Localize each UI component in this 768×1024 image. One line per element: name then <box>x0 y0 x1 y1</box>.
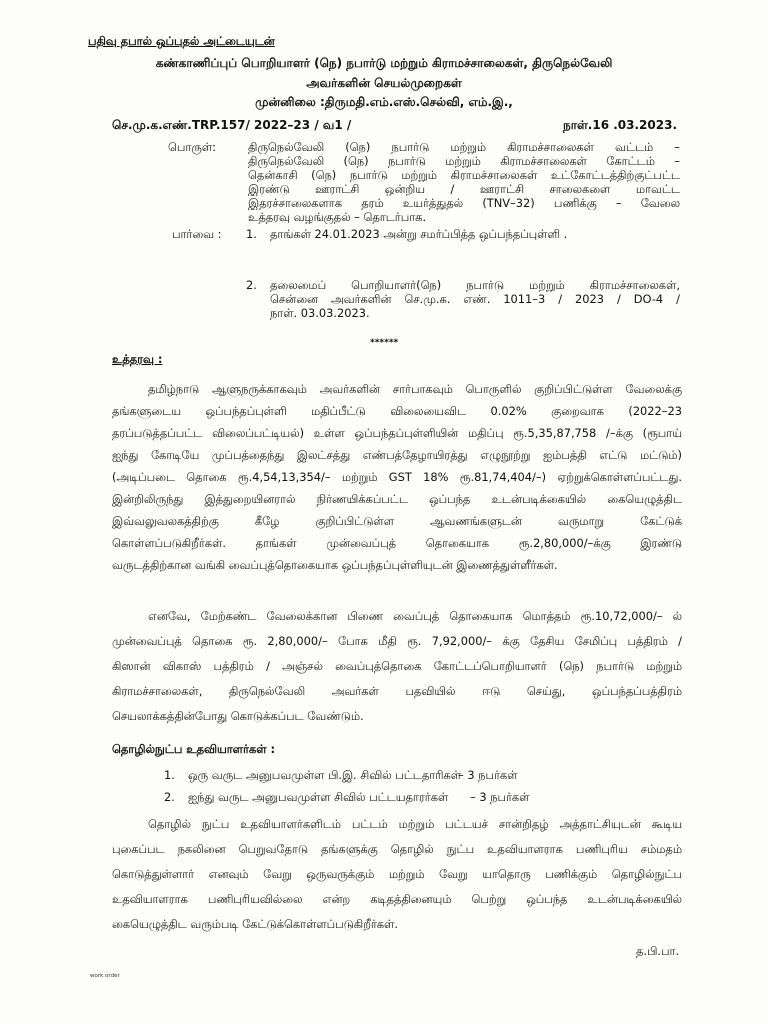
paragraph-line: கிராமச்சாலைகள், திருநெல்வேலி அவர்கள் பதவியில் ஈடு செய்து, ஒப்பந்தப்பத்திரம் <box>112 684 682 698</box>
paragraph-line: கையெழுத்திட வரும்படி கேட்டுக்கொள்ளப்படுகிறீர்கள். <box>112 917 398 931</box>
tech-paragraph <box>112 812 682 937</box>
subject-block <box>248 140 680 224</box>
paragraph-line: தங்களுடைய ஒப்பந்தப்புள்ளி மதிப்பீட்டு விலையைவிட 0.02% குறைவாக (2022–23 <box>112 404 682 418</box>
subject-line: இதரச்சாலைகளாக தரம் உயர்த்துதல் (TNV–32) பணிக்கு – வேலை <box>248 196 680 210</box>
tech-item-number: 2. <box>164 790 175 804</box>
reference-line: நாள். 03.03.2023. <box>270 306 370 320</box>
reference-number: 1. <box>246 227 257 241</box>
paragraph-line: இன்றிலிருந்து இத்துறையினரால் நிர்ணயிக்கப்பட்ட ஒப்பந்த உடன்படிக்கையில் கையெழுத்திட <box>112 492 682 506</box>
subject-label: பொருள்: <box>168 140 216 154</box>
letter-date: நாள்.16 .03.2023. <box>563 118 678 132</box>
paragraph-line: தரப்படுத்தப்பட்ட விலைப்பட்டியல்) உள்ள ஒப்பந்தப்புள்ளியின் மதிப்பு ரூ.5,35,87,758 /–க்கு (ரூபாய் <box>112 426 682 440</box>
proceedings-title: அவர்களின் செயல்முறைகள் <box>306 76 462 90</box>
tech-assistants-heading: தொழில்நுட்ப உதவியாளர்கள் : <box>112 742 276 756</box>
paragraph-line: கொடுத்துள்ளார் எனவும் வேறு ஒருவருக்கும் மற்றும் வேறு யாதொரு பணிக்கும் தொழில்நுட்ப <box>112 867 682 881</box>
subject-line: தென்காசி (நெ) நபார்டு மற்றும் கிராமச்சாலைகள் உட்கோட்டத்திற்குட்பட்ட <box>248 168 680 182</box>
tech-item-text: ஒரு வருட அனுபவமுள்ள பி.இ. சிவில் பட்டதாரிகள் <box>188 768 461 782</box>
paragraph-line: ஐந்து கோடியே முப்பத்தைந்து இலட்சத்து எண்பத்தேழாயிரத்து எழுநூற்று ஐம்பத்தி எட்டு மட்டும்) <box>112 448 682 462</box>
paragraph-line: வருடத்திற்கான வங்கி வைப்புத்தொகையாக ஒப்பந்தப்புள்ளியுடன் இணைத்துள்ளீர்கள். <box>112 558 558 572</box>
paragraph-line: தொழில் நுட்ப உதவியாளர்களிடம் பட்டம் மற்றும் பட்டயச் சான்றிதழ் அத்தாட்சியுடன் கூடிய <box>148 817 682 831</box>
tech-item-count: – 3 நபர்கள் <box>458 768 518 782</box>
office-title: கண்காணிப்புப் பொறியாளர் (நெ) நபார்டு மற்றும் கிராமச்சாலைகள், திருநெல்வேலி <box>155 56 613 70</box>
tech-item-text: ஐந்து வருட அனுபவமுள்ள சிவில் பட்டயதாரர்கள் <box>188 790 449 804</box>
paragraph-line: (அடிப்படை தொகை ரூ.4,54,13,354/– மற்றும் GST 18% ரூ.81,74,404/–) ஏற்றுக்கொள்ளப்பட்டது. <box>112 470 682 484</box>
document-tag: work order <box>90 973 120 979</box>
paragraph-line: செயலாக்கத்தின்போது கொடுக்கப்பட வேண்டும். <box>112 709 364 723</box>
reference-line: தலைமைப் பொறியாளர்(நெ) நபார்டு மற்றும் கிராமச்சாலைகள், <box>270 278 680 292</box>
paragraph-line: புகைப்பட நகலினை பெறுவதோடு தங்களுக்கு தொழில் நுட்ப உதவியாளராக பணிபுரிய சம்மதம் <box>112 842 682 856</box>
subject-line: உத்தரவு வழங்குதல் – தொடர்பாக. <box>248 210 427 224</box>
presence-line: முன்னிலை :திருமதி.எம்.எஸ்.செல்வி, எம்.இ., <box>255 95 513 109</box>
reference-text: தாங்கள் 24.01.2023 அன்று சமர்ப்பித்த ஒப்பந்தப்புள்ளி . <box>270 227 568 241</box>
paragraph-line: உதவியாளராக பணிபுரியவில்லை என்ற கடிதத்தினையும் பெற்று ஒப்பந்த உடன்படிக்கையில் <box>112 892 682 906</box>
order-paragraph-2 <box>112 604 682 729</box>
paragraph-line: தமிழ்நாடு ஆளுநருக்காகவும் அவர்களின் சார்பாகவும் பொருளில் குறிப்பிட்டுள்ள வேலைக்கு <box>148 382 682 396</box>
subject-line: திருநெல்வேலி (நெ) நபார்டு மற்றும் கிராமச்சாலைகள் கோட்டம் – <box>248 154 680 168</box>
reference-number: 2. <box>246 278 257 292</box>
separator: ****** <box>370 338 399 348</box>
tech-item-count: – 3 நபர்கள் <box>470 790 530 804</box>
reference-line: சென்னை அவர்களின் செ.மு.க. எண். 1011–3 / 2023 / DO-4 / <box>270 292 680 306</box>
subject-line: இரண்டு ஊராட்சி ஒன்றிய / ஊராட்சி சாலைகளை மாவட்ட <box>248 182 680 196</box>
paragraph-line: எனவே, மேற்கண்ட வேலைக்கான பிணை வைப்புத் தொகையாக மொத்தம் ரூ.10,72,000/– ல் <box>148 609 682 623</box>
reference-block <box>270 278 680 320</box>
paragraph-line: இவ்வலுவலகத்திற்கு கீழே குறிப்பிட்டுள்ள ஆவணங்களுடன் வருமாறு கேட்டுக் <box>112 514 682 528</box>
subject-line: திருநெல்வேலி (நெ) நபார்டு மற்றும் கிராமச்சாலைகள் வட்டம் – <box>248 140 680 154</box>
file-number: செ.மு.க.எண்.TRP.157/ 2022–23 / வ1 / <box>112 118 352 132</box>
paragraph-line: கிஸான் விகாஸ் பத்திரம் / அஞ்சல் வைப்புத்தொகை கோட்டப்பொறியாளர் (நெ) நபார்டு மற்றும் <box>112 659 682 673</box>
order-heading: உத்தரவு : <box>112 352 163 366</box>
please-turn-over: த.பி.பா. <box>636 944 680 958</box>
registered-post-note: பதிவு தபால் ஒப்புதல் அட்டையுடன் <box>88 34 275 48</box>
paragraph-line: கொள்ளப்படுகிறீர்கள். தாங்கள் முன்வைப்புத் தொகையாக ரூ.2,80,000/–க்கு இரண்டு <box>112 536 682 550</box>
reference-label: பார்வை : <box>172 227 222 241</box>
order-paragraph-1 <box>112 378 682 576</box>
paragraph-line: முன்வைப்புத் தொகை ரூ. 2,80,000/– போக மீதி ரூ. 7,92,000/– க்கு தேசிய சேமிப்பு பத்திரம் / <box>112 634 682 648</box>
tech-item-number: 1. <box>164 768 175 782</box>
